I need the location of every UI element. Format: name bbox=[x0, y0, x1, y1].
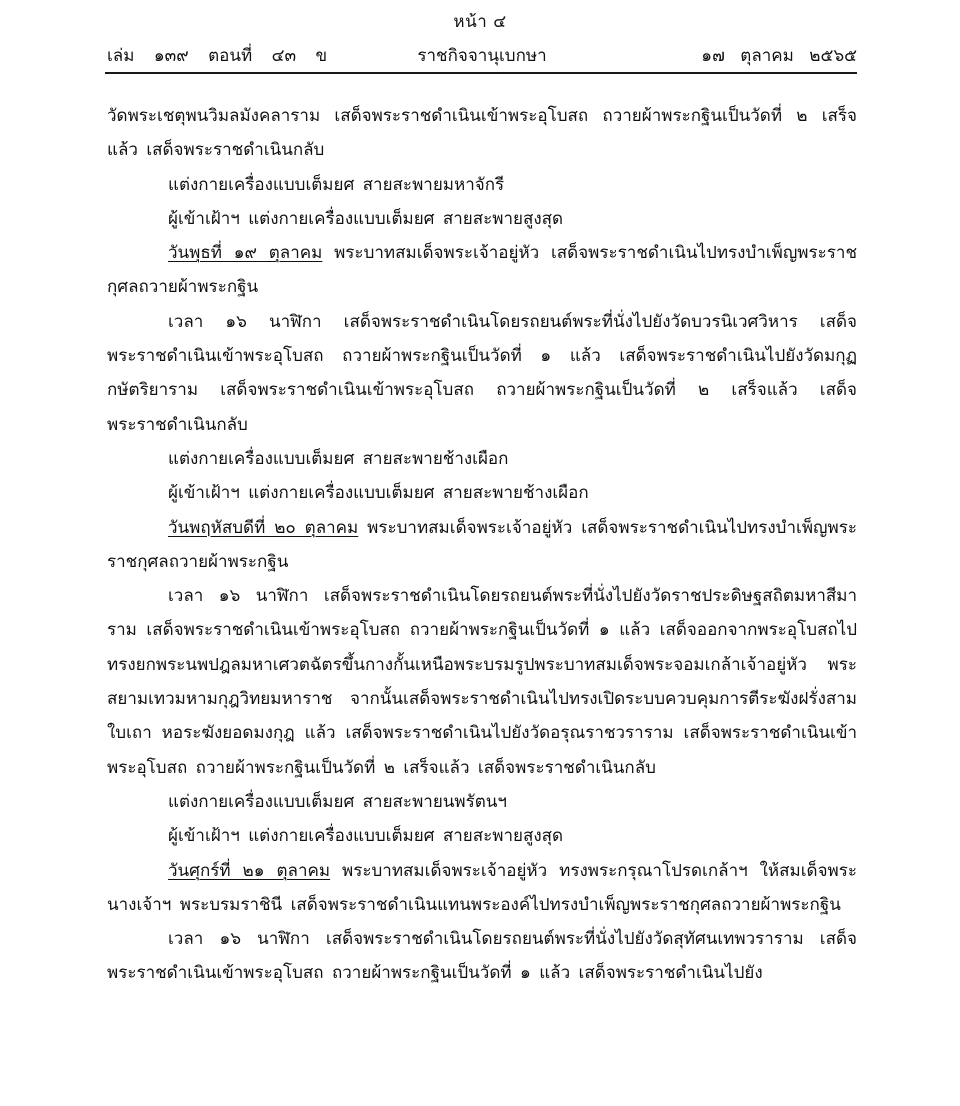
dress-code-line: แต่งกายเครื่องแบบเต็มยศ สายสะพายช้างเผือก bbox=[168, 448, 509, 469]
paragraph-continuation: วัดพระเชตุพนวิมลมังคลาราม เสด็จพระราชดำเนินเข้าพระอุโบสถ ถวายผ้าพระกฐินเป็นวัดที่ ๒ เสร็จแล้ว เสด็จพระราชดำเนินกลับ bbox=[107, 106, 857, 161]
paragraph-text: พระบาทสมเด็จพระเจ้าอยู่หัว เสด็จพระราชดำเนินไปทรงบำเพ็ญพระราชกุศลถวายผ้าพระกฐิน bbox=[107, 243, 857, 298]
volume-issue: เล่ม ๑๓๙ ตอนที่ ๔๓ ข bbox=[107, 46, 328, 66]
date-heading: วันศุกร์ที่ ๒๑ ตุลาคม bbox=[168, 860, 331, 881]
running-head bbox=[107, 43, 857, 69]
paragraph-text: พระบาทสมเด็จพระเจ้าอยู่หัว เสด็จพระราชดำเนินไปทรงบำเพ็ญพระราชกุศลถวายผ้าพระกฐิน bbox=[107, 517, 857, 572]
dress-code-line: แต่งกายเครื่องแบบเต็มยศ สายสะพายมหาจักรี bbox=[168, 174, 505, 195]
publication-date: ๑๗ ตุลาคม ๒๕๖๕ bbox=[701, 46, 857, 66]
schedule-paragraph: เวลา ๑๖ นาฬิกา เสด็จพระราชดำเนินโดยรถยนต์พระที่นั่งไปยังวัดบวรนิเวศวิหาร เสด็จพระราชดำเนินเข้าพระอุโบสถ ถวายผ้าพระกฐินเป็นวัดที่ ๑ แล้ว เสด็จพระราชดำเนินไปยังวัดมกุฏกษัตริยาราม เสด็จพระราชดำเนินเข้าพระอุโบสถ ถวายผ้าพระกฐินเป็นวัดที่ ๒ เสร็จแล้ว เสด็จพระราชดำเนินกลับ bbox=[107, 311, 857, 435]
date-heading: วันพฤหัสบดีที่ ๒๐ ตุลาคม bbox=[168, 517, 359, 538]
attendee-dress-code-line: ผู้เข้าเฝ้าฯ แต่งกายเครื่องแบบเต็มยศ สายสะพายช้างเผือก bbox=[168, 483, 589, 504]
dress-code-line: แต่งกายเครื่องแบบเต็มยศ สายสะพายนพรัตนฯ bbox=[168, 791, 507, 812]
dated-paragraph bbox=[107, 236, 857, 305]
schedule-paragraph: เวลา ๑๖ นาฬิกา เสด็จพระราชดำเนินโดยรถยนต์พระที่นั่งไปยังวัดราชประดิษฐสถิตมหาสีมาราม เสด็จพระราชดำเนินเข้าพระอุโบสถ ถวายผ้าพระกฐินเป็นวัดที่ ๑ แล้ว เสด็จออกจากพระอุโบสถไปทรงยกพระนพปฎลมหาเศวตฉัตรขึ้นกางกั้นเหนือพระบรมรูปพระบาทสมเด็จพระจอมเกล้าเจ้าอยู่หัว พระสยามเทวมหามกุฎวิทยมหาราช จากนั้นเสด็จพระราชดำเนินไปทรงเปิดระบบควบคุมการตีระฆังฝรั่งสามใบเถา หอระฆังยอดมงกุฎ แล้ว เสด็จพระราชดำเนินไปยังวัดอรุณราชวราราม เสด็จพระราชดำเนินเข้าพระอุโบสถ ถวายผ้าพระกฐินเป็นวัดที่ ๒ เสร็จแล้ว เสด็จพระราชดำเนินกลับ bbox=[107, 586, 857, 778]
schedule-paragraph: เวลา ๑๖ นาฬิกา เสด็จพระราชดำเนินโดยรถยนต์พระที่นั่งไปยังวัดสุทัศนเทพวราราม เสด็จพระราชดำเนินเข้าพระอุโบสถ ถวายผ้าพระกฐินเป็นวัดที่ ๑ แล้ว เสด็จพระราชดำเนินไปยัง bbox=[107, 929, 857, 984]
publication-title: ราชกิจจานุเบกษา bbox=[417, 46, 547, 66]
dated-paragraph bbox=[107, 511, 857, 580]
header-rule bbox=[105, 72, 857, 74]
date-heading: วันพุธที่ ๑๙ ตุลาคม bbox=[168, 243, 323, 264]
document-body bbox=[107, 99, 857, 991]
attendee-dress-code-line: ผู้เข้าเฝ้าฯ แต่งกายเครื่องแบบเต็มยศ สายสะพายสูงสุด bbox=[168, 826, 564, 847]
dated-paragraph bbox=[107, 854, 857, 923]
paragraph-text: พระบาทสมเด็จพระเจ้าอยู่หัว ทรงพระกรุณาโปรดเกล้าฯ ให้สมเด็จพระนางเจ้าฯ พระบรมราชินี เสด็จพระราชดำเนินแทนพระองค์ไปทรงบำเพ็ญพระราชกุศลถวายผ้าพระกฐิน bbox=[107, 860, 857, 915]
page-number: หน้า ๔ bbox=[453, 12, 507, 32]
attendee-dress-code-line: ผู้เข้าเฝ้าฯ แต่งกายเครื่องแบบเต็มยศ สายสะพายสูงสุด bbox=[168, 208, 564, 229]
